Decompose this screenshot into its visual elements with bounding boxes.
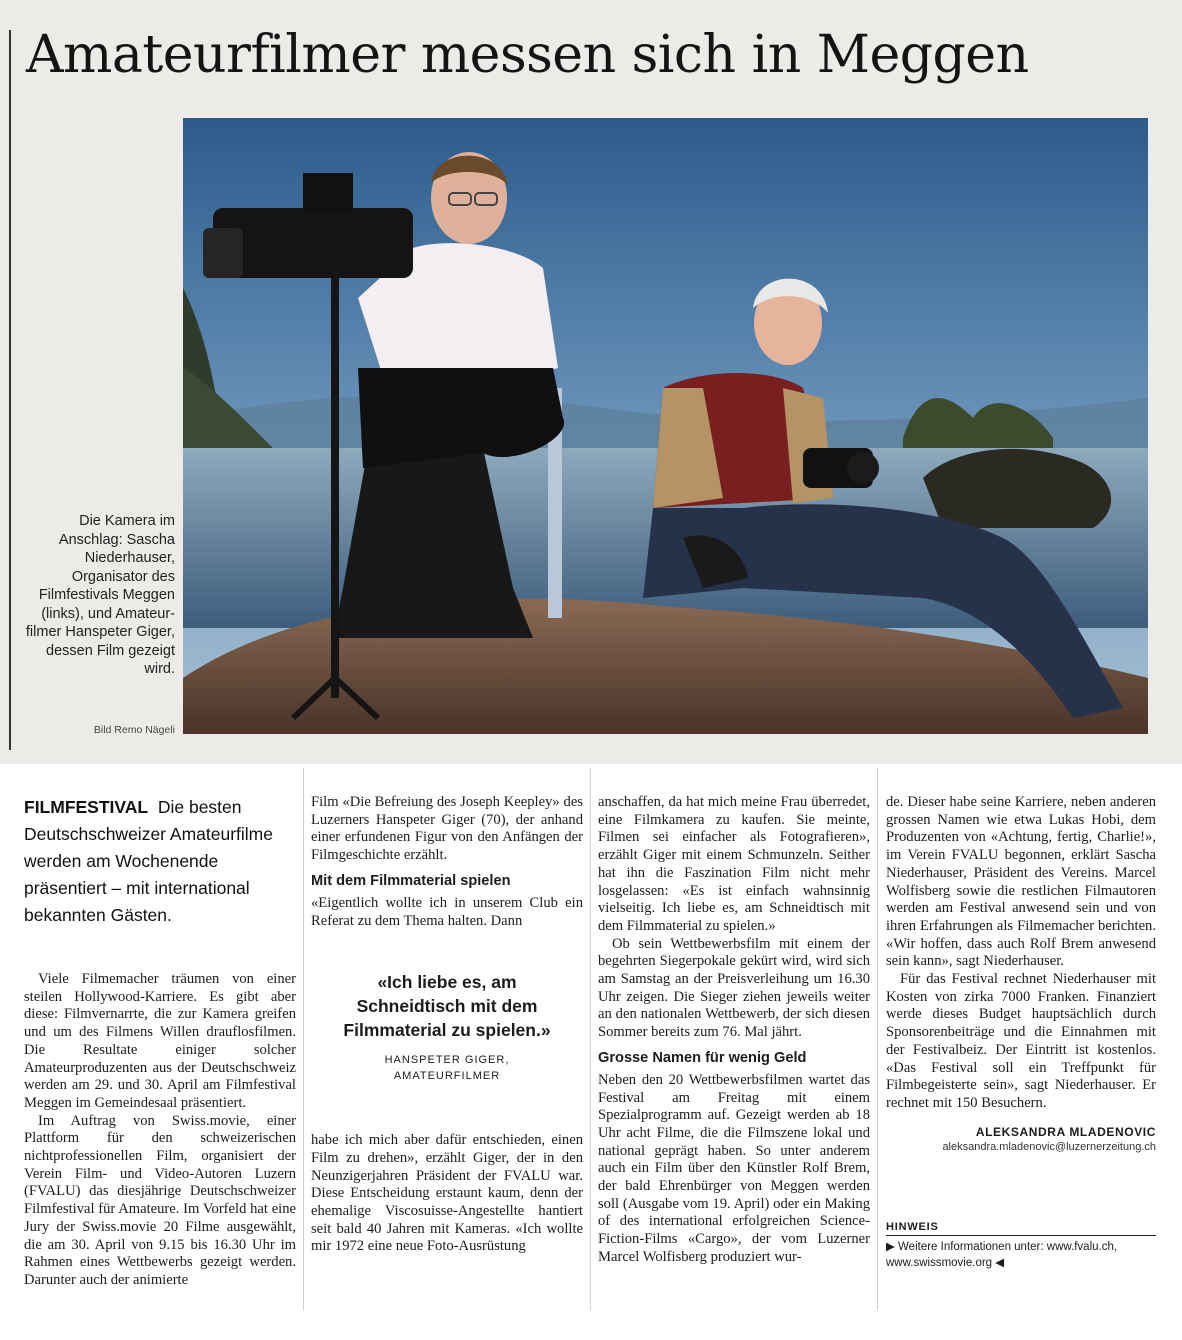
column-rule (590, 768, 591, 1310)
hint-label: HINWEIS (886, 1221, 1156, 1236)
lead-text: Die besten Deutschschweizer Amateurfilme werden am Wochenende präsentiert – mit international bekannten Gästen. (24, 797, 273, 925)
photo-caption: Die Kamera im Anschlag: Sascha Niederhauser, Organisator des Filmfestivals Meggen (links), und Amateurfilmer Hanspeter Giger, dessen Film gezeigt wird. (25, 513, 175, 677)
article-photo (183, 118, 1148, 734)
paragraph: habe ich mich aber dafür entschieden, einen Film zu drehen», erzählt Giger, der in den Neunzigerjahren Präsident der FVALU war. Diese Entscheidung erstaunt kaum, denn der ehemalige Viscosuisse-Angestellte hantiert seit bald 40 Jahren mit Kameras. «Ich wollte mir 1972 eine neue Foto-Ausrüstung (311, 1132, 583, 1255)
pull-quote (311, 970, 583, 1084)
pull-quote-attribution (321, 1052, 573, 1084)
article-column-1 (24, 794, 296, 1290)
paragraph: anschaffen, da hat mich meine Frau überredet, eine Filmkamera zu kaufen. Sie meinte, Filmen sei einfacher als Fotografieren», erzählt Giger mit einem Schmunzeln. Seither hat ihn die Faszination Film nicht mehr losgelassen: «Es ist einfach wahnsinnig vielseitig. Ich liebe es, am Schneidtisch mit dem Filmmaterial zu spielen.» (598, 794, 870, 934)
headline: Amateurfilmer messen sich in Meggen (26, 25, 1029, 85)
article-column-3 (598, 794, 870, 1267)
paragraph: de. Dieser habe seine Karriere, neben anderen grossen Namen wie etwa Lukas Hobi, dem Produzenten von «Achtung, fertig, Charlie!», im Verein FVALU begonnen, erklärt Sascha Niederhauser, Präsident des Vereins. Marcel Wolfisberg sowie die restlichen Filmautoren werden am Festival anwesend sein und von ihren Erfahrungen als Filmemacher berichten. «Wir hoffen, dass auch Rolf Brem anwesend sein kann», sagt Niederhauser. (886, 794, 1156, 970)
author-name: ALEKSANDRA MLADENOVIC (975, 1124, 1156, 1139)
column-rule (9, 30, 11, 750)
quote-author: HANSPETER GIGER, (384, 1054, 510, 1067)
paragraph: Viele Filmemacher träumen von einer steilen Hollywood-Karriere. Es gibt aber diese: Filmvernarrte, die zur Kamera greifen und um des Filmens Willen drauflosfilmen. Die Resultate einiger solcher Amateurproduzenten aus der Deutschschweiz werden am 29. und 30. April am Filmfestival Meggen im Gemeindesaal präsentiert. (24, 971, 296, 1111)
column-rule (303, 768, 304, 1310)
paragraph: Film «Die Befreiung des Joseph Keepley» des Luzerners Hanspeter Giger (70), der anhand einer erfundenen Figur von den Anfängen der Filmgeschichte erzählt. (311, 794, 583, 864)
photo-illustration (183, 118, 1148, 734)
photo-credit: Bild Remo Nägeli (93, 724, 175, 736)
paragraph: Für das Festival rechnet Niederhauser mit Kosten von zirka 7000 Franken. Finanziert werde dieses Budget hauptsächlich durch Sponsorenbeiträge und die Einnahmen mit der Festivalbeiz. Der Eintritt ist kostenlos. «Das Festival soll ein Treffpunkt für Filmbegeisterte sein», sagt Niederhauser. Er rechnet mit 150 Besuchern. (886, 971, 1156, 1111)
hint-links[interactable]: ▶ Weitere Informationen unter: www.fvalu.ch, www.swissmovie.org ◀ (886, 1240, 1118, 1269)
paragraph: Ob sein Wettbewerbsfilm mit einem der begehrten Siegerpokale gekürt wird, wird sich am Samstag an der Preisverleihung um 16.30 Uhr zeigen. Die Sieger ziehen jeweils weiter an den nationalen Wettbewerb, der sich diesen Sommer bereits zum 76. Mal jährt. (598, 935, 870, 1041)
paragraph: «Eigentlich wollte ich in unserem Club ein Referat zu dem Thema halten. Dann (311, 894, 583, 929)
subheading: Grosse Namen für wenig Geld (598, 1049, 807, 1066)
article-column-4 (886, 794, 1156, 1271)
pull-quote-text: «Ich liebe es, am Schneidtisch mit dem Filmmaterial zu spielen.» (343, 972, 551, 1041)
newspaper-clipping-article (0, 768, 1182, 1340)
paragraph: Im Auftrag von Swiss.movie, einer Plattform für den schweizerischen nichtprofessionellen Film, organisiert der Verein Film- und Video-Autoren Luzern (FVALU) das diesjährige Deutschschweizer Filmfestival für Amateure. Im Vorfeld hat eine Jury der Swiss.movie 20 Filme ausgewählt, die am 30. April von 9.15 bis 16.30 Uhr im Rahmen eines Wettbewerbs gezeigt werden. Darunter auch der animierte (24, 1112, 296, 1288)
article-column-2 (311, 794, 583, 1256)
column-rule (877, 768, 878, 1310)
article-lead (24, 794, 296, 929)
author-email[interactable]: aleksandra.mladenovic@luzernerzeitung.ch (942, 1140, 1156, 1153)
department-label: FILMFESTIVAL (24, 797, 149, 817)
subheading: Mit dem Filmmaterial spielen (311, 872, 511, 889)
quote-author-role: AMATEURFILMER (393, 1070, 501, 1083)
paragraph: Neben den 20 Wettbewerbsfilmen wartet das Festival am Freitag mit einem Spezialprogramm auf. Gezeigt werden ab 18 Uhr acht Filme, die die Filmszene lokal und national geprägt haben. So unter anderem auch ein Film über den Künstler Rolf Brem, der bald Ehrenbürger von Meggen werden soll (Ausgabe vom 19. April) oder ein Making of des international erfolgreichen Science-Fiction-Films «Cargo», der vom Luzerner Marcel Wolfisberg produziert wur- (598, 1071, 870, 1265)
